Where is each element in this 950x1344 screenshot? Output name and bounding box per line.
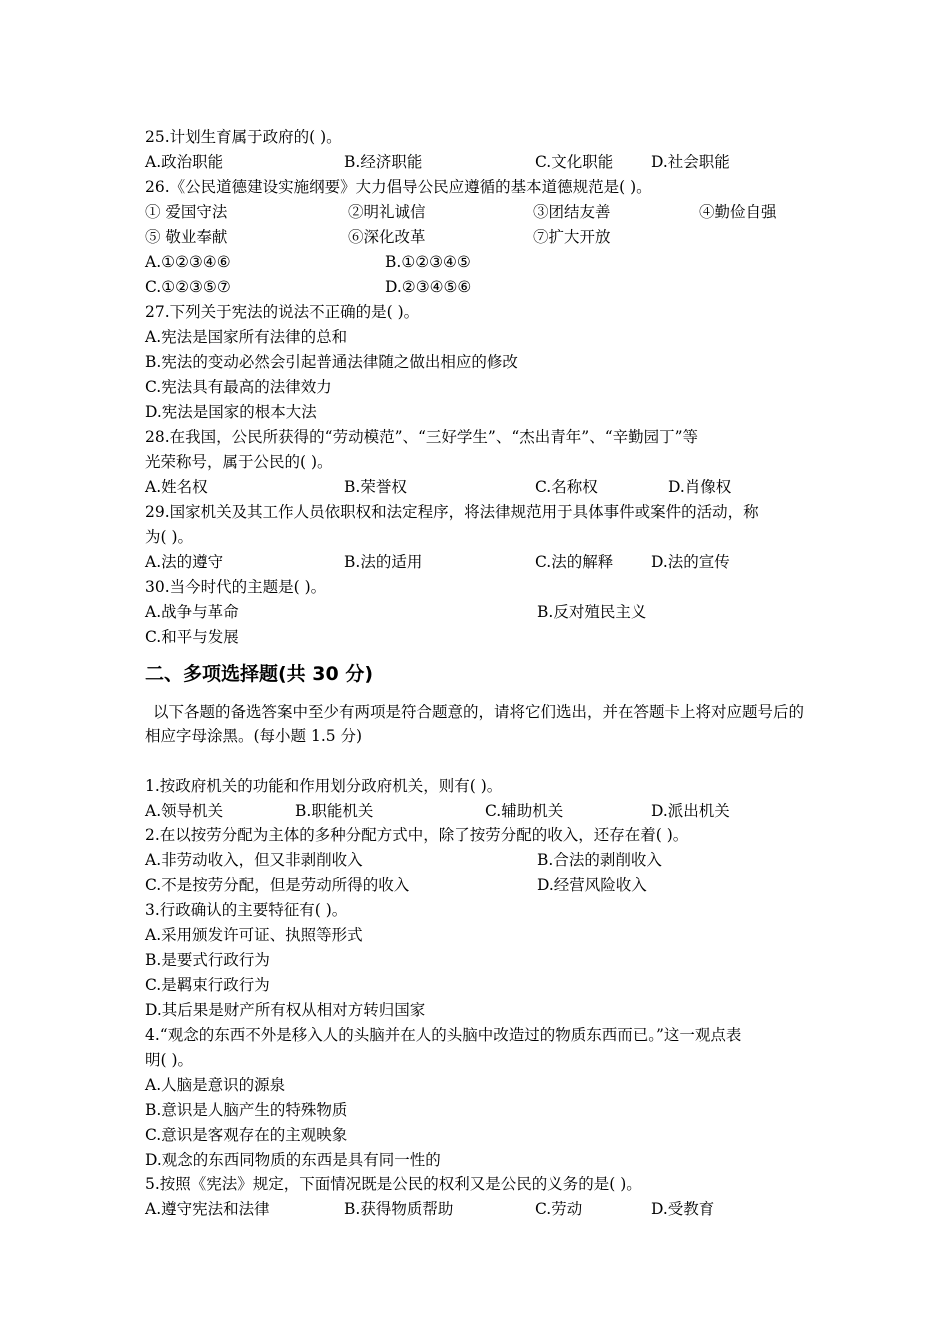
q26-option-a: A.①②③④⑥ [145,253,231,271]
q26-option-b: B.①②③④⑤ [385,253,471,271]
q30-stem: 30.当今时代的主题是( )。 [145,578,327,596]
m5-option-b: B.获得物质帮助 [344,1200,454,1218]
q26-item-5: ⑤ 敬业奉献 [145,228,228,246]
q26-item-2: ②明礼诚信 [348,203,426,221]
q25-option-c: C.文化职能 [535,153,614,171]
q26-option-d: D.②③④⑤⑥ [385,278,472,296]
q29-stem-line2: 为( )。 [145,528,194,546]
q28-option-a: A.姓名权 [145,478,208,496]
q27-option-c: C.宪法具有最高的法律效力 [145,378,332,396]
q27-option-a: A.宪法是国家所有法律的总和 [145,328,348,346]
q26-item-4: ④勤俭自强 [699,203,777,221]
m3-option-b: B.是要式行政行为 [145,951,270,969]
m2-option-b: B.合法的剥削收入 [537,851,662,869]
m4-stem-line2: 明( )。 [145,1051,194,1069]
m4-option-b: B.意识是人脑产生的特殊物质 [145,1101,348,1119]
q28-stem-line1: 28.在我国，公民所获得的“劳动模范”、“三好学生”、“杰出青年”、“辛勤园丁”等 [145,428,699,446]
q25-option-d: D.社会职能 [651,153,730,171]
q30-option-b: B.反对殖民主义 [537,603,647,621]
q27-option-d: D.宪法是国家的根本大法 [145,403,317,421]
m3-option-c: C.是羁束行政行为 [145,976,270,994]
m5-option-d: D.受教育 [651,1200,715,1218]
m2-option-c: C.不是按劳分配，但是劳动所得的收入 [145,876,410,894]
m4-option-d: D.观念的东西同物质的东西是具有同一性的 [145,1151,441,1169]
q29-option-a: A.法的遵守 [145,553,224,571]
q26-item-6: ⑥深化改革 [348,228,426,246]
q28-option-d: D.肖像权 [668,478,732,496]
m4-option-a: A.人脑是意识的源泉 [145,1076,286,1094]
q29-stem-line1: 29.国家机关及其工作人员依职权和法定程序，将法律规范用于具体事件或案件的活动，称 [145,503,759,521]
q26-stem: 26.《公民道德建设实施纲要》大力倡导公民应遵循的基本道德规范是( )。 [145,178,652,196]
m1-option-a: A.领导机关 [145,802,224,820]
section-heading: 二、多项选择题(共 30 分) [145,663,374,685]
q27-option-b: B.宪法的变动必然会引起普通法律随之做出相应的修改 [145,353,518,371]
m4-stem-line1: 4.“观念的东西不外是移入人的头脑并在人的头脑中改造过的物质东西而已。”这一观点表 [145,1026,742,1044]
q27-stem: 27.下列关于宪法的说法不正确的是( )。 [145,303,420,321]
m1-option-d: D.派出机关 [651,802,730,820]
m1-option-c: C.辅助机关 [485,802,564,820]
q29-option-d: D.法的宣传 [651,553,730,571]
q28-option-c: C.名称权 [535,478,598,496]
section-instructions: 以下各题的备选答案中至少有两项是符合题意的，请将它们选出，并在答题卡上将对应题号后的相应字母涂黑。(每小题 1.5 分) [145,703,805,745]
m5-option-c: C.劳动 [535,1200,583,1218]
m5-stem: 5.按照《宪法》规定，下面情况既是公民的权利又是公民的义务的是( )。 [145,1175,642,1193]
m3-option-a: A.采用颁发许可证、执照等形式 [145,926,363,944]
m2-option-d: D.经营风险收入 [537,876,647,894]
q26-item-3: ③团结友善 [533,203,611,221]
q26-option-c: C.①②③⑤⑦ [145,278,231,296]
q25-option-a: A.政治职能 [145,153,224,171]
q25-stem: 25.计划生育属于政府的( )。 [145,128,342,146]
q29-option-b: B.法的适用 [344,553,423,571]
q26-item-1: ① 爱国守法 [145,203,228,221]
m1-option-b: B.职能机关 [295,802,374,820]
q28-stem-line2: 光荣称号，属于公民的( )。 [145,453,333,471]
m3-option-d: D.其后果是财产所有权从相对方转归国家 [145,1001,426,1019]
m1-stem: 1.按政府机关的功能和作用划分政府机关，则有( )。 [145,777,503,795]
m3-stem: 3.行政确认的主要特征有( )。 [145,901,348,919]
q25-option-b: B.经济职能 [344,153,423,171]
m2-stem: 2.在以按劳分配为主体的多种分配方式中，除了按劳分配的收入，还存在着( )。 [145,826,689,844]
m2-option-a: A.非劳动收入，但又非剥削收入 [145,851,363,869]
q29-option-c: C.法的解释 [535,553,614,571]
m5-option-a: A.遵守宪法和法律 [145,1200,270,1218]
m4-option-c: C.意识是客观存在的主观映象 [145,1126,348,1144]
q30-option-a: A.战争与革命 [145,603,239,621]
q26-item-7: ⑦扩大开放 [533,228,611,246]
q28-option-b: B.荣誉权 [344,478,407,496]
q30-option-c: C.和平与发展 [145,628,239,646]
